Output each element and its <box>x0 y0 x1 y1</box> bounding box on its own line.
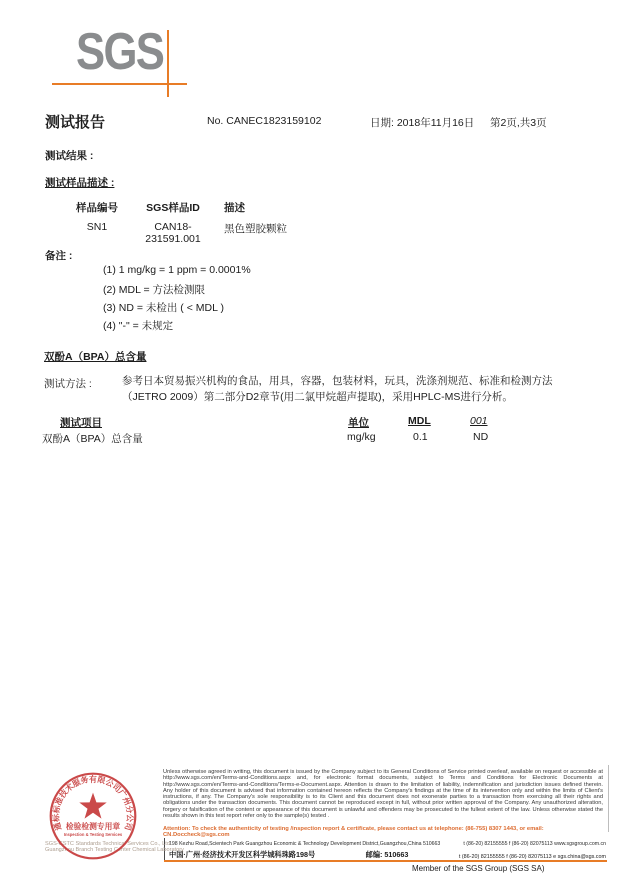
sample-description-heading: 测试样品描述 : <box>45 177 115 189</box>
stamp-rim-text: 通标标准技术服务有限公司广州分公司 <box>51 774 135 832</box>
company-name-line1: SGS-CSTC Standards Technical Services Co., Ltd. <box>45 841 172 847</box>
sgs-sample-id-value: CAN18-231591.001 <box>145 221 201 245</box>
remark-4: (4) "-" = 未规定 <box>103 320 174 332</box>
test-results-label: 测试结果 : <box>45 150 94 162</box>
page-indicator: 第2页,共3页 <box>490 117 547 129</box>
disclaimer-text: Unless otherwise agreed in writing, this document is issued by the Company subject to its General Conditions of Service printed overleaf, available on request or accessible at http://www.sgs.com/en/Terms-and-Conditions.aspx and, for electronic format documents, subject to Terms and Conditions for Electronic Documents at http://www.sgs.com/en/Terms-and-Conditions/Terms-e-Document.aspx. Attention is drawn to the limitation of liability, indemnification and jurisdiction issues defined therein. Any holder of this document is advised that information contained hereon reflects the Company's findings at the time of its intervention only and within the limits of Client's instructions, if any. The Company's sole responsibility is to its Client and this document does not exonerate parties to a transaction from exercising all their rights and obligations under the transaction documents. This document cannot be reproduced except in full, without prior written approval of the Company. Any unauthorized alteration, forgery or falsification of the content or appearance of this document is unlawful and offenders may be prosecuted to the fullest extent of the law. Unless otherwise stated the results shown in this test report refer only to the sample(s) tested . <box>163 769 603 819</box>
result-test-item-value: 双酚A（BPA）总含量 <box>42 433 143 445</box>
sample-description-value: 黑色塑胶颗粒 <box>224 223 287 235</box>
bpa-section-heading: 双酚A（BPA）总含量 <box>44 351 147 363</box>
page-title: 测试报告 <box>45 114 106 131</box>
report-date: 日期: 2018年11月16日 <box>370 117 475 129</box>
result-mdl-value: 0.1 <box>413 431 428 443</box>
remark-3: (3) ND = 未检出 ( < MDL ) <box>103 302 224 314</box>
result-col-test-item: 测试项目 <box>60 417 102 429</box>
sample-no-value: SN1 <box>86 221 108 233</box>
address-cn-postal: 邮编: 510663 <box>365 850 409 859</box>
attention-text: Attention: To check the authenticity of testing /inspection report & certificate, please contact us at telephone: (86-755) 8307 1443, or email: CN.Doccheck@sgs.com <box>163 826 544 839</box>
address-en-contact: t (86-20) 82155555 f (86-20) 82075113 www.sgsgroup.com.cn <box>463 841 606 847</box>
sgs-logo: SGS <box>76 23 164 81</box>
col-header-sample-no: 样品编号 <box>76 202 118 214</box>
address-line-cn <box>169 850 606 860</box>
test-method-label: 测试方法 : <box>44 378 92 390</box>
table-row <box>66 221 394 245</box>
sample-table-header-row <box>66 200 394 215</box>
sample-table <box>66 200 394 251</box>
result-col-mdl: MDL <box>408 415 431 427</box>
sgs-member-text: Member of the SGS Group (SGS SA) <box>412 864 545 873</box>
footer-orange-rule <box>164 860 607 862</box>
col-header-description: 描述 <box>224 202 245 214</box>
remark-1: (1) 1 mg/kg = 1 ppm = 0.0001% <box>103 264 251 276</box>
col-header-sgs-sample-id: SGS样品ID <box>146 202 200 214</box>
result-col-sample-001: 001 <box>470 415 488 427</box>
logo-vertical-rule <box>167 30 169 97</box>
remarks-label: 备注 : <box>45 250 73 262</box>
remark-2: (2) MDL = 方法检测限 <box>103 284 205 296</box>
address-cn-contact: t (86-20) 82155555 f (86-20) 82075113 e sgs.china@sgs.com <box>458 854 606 860</box>
inspection-stamp-icon <box>48 771 138 861</box>
address-line-en <box>169 841 606 847</box>
report-number: No. CANEC1823159102 <box>207 115 322 127</box>
disclaimer-right-divider <box>608 765 609 832</box>
stamp-center-text: 检验检测专用章 <box>65 822 121 832</box>
address-en-main: 198 Kezhu Road,Scientech Park Guangzhou Economic & Technology Development District,Guangzhou,China 510663 <box>169 841 441 847</box>
stamp-center-subtext: Inspection & Testing Services <box>63 831 123 837</box>
address-cn-main: 中国·广州·经济技术开发区科学城科珠路198号 <box>169 850 316 859</box>
result-unit-value: mg/kg <box>347 431 376 443</box>
company-name-line2: Guangzhou Branch Testing Center Chemical Laboratory <box>45 846 184 853</box>
result-nd-value: ND <box>473 431 489 443</box>
result-col-unit: 单位 <box>348 417 369 429</box>
test-method-text: 参考日本贸易振兴机构的食品，用具，容器，包装材料，玩具，洗涤剂规范、标准和检测方法（JETRO 2009）第二部分D2章节(用二氯甲烷超声提取)，采用HPLC-MS进行分析。 <box>122 375 553 403</box>
